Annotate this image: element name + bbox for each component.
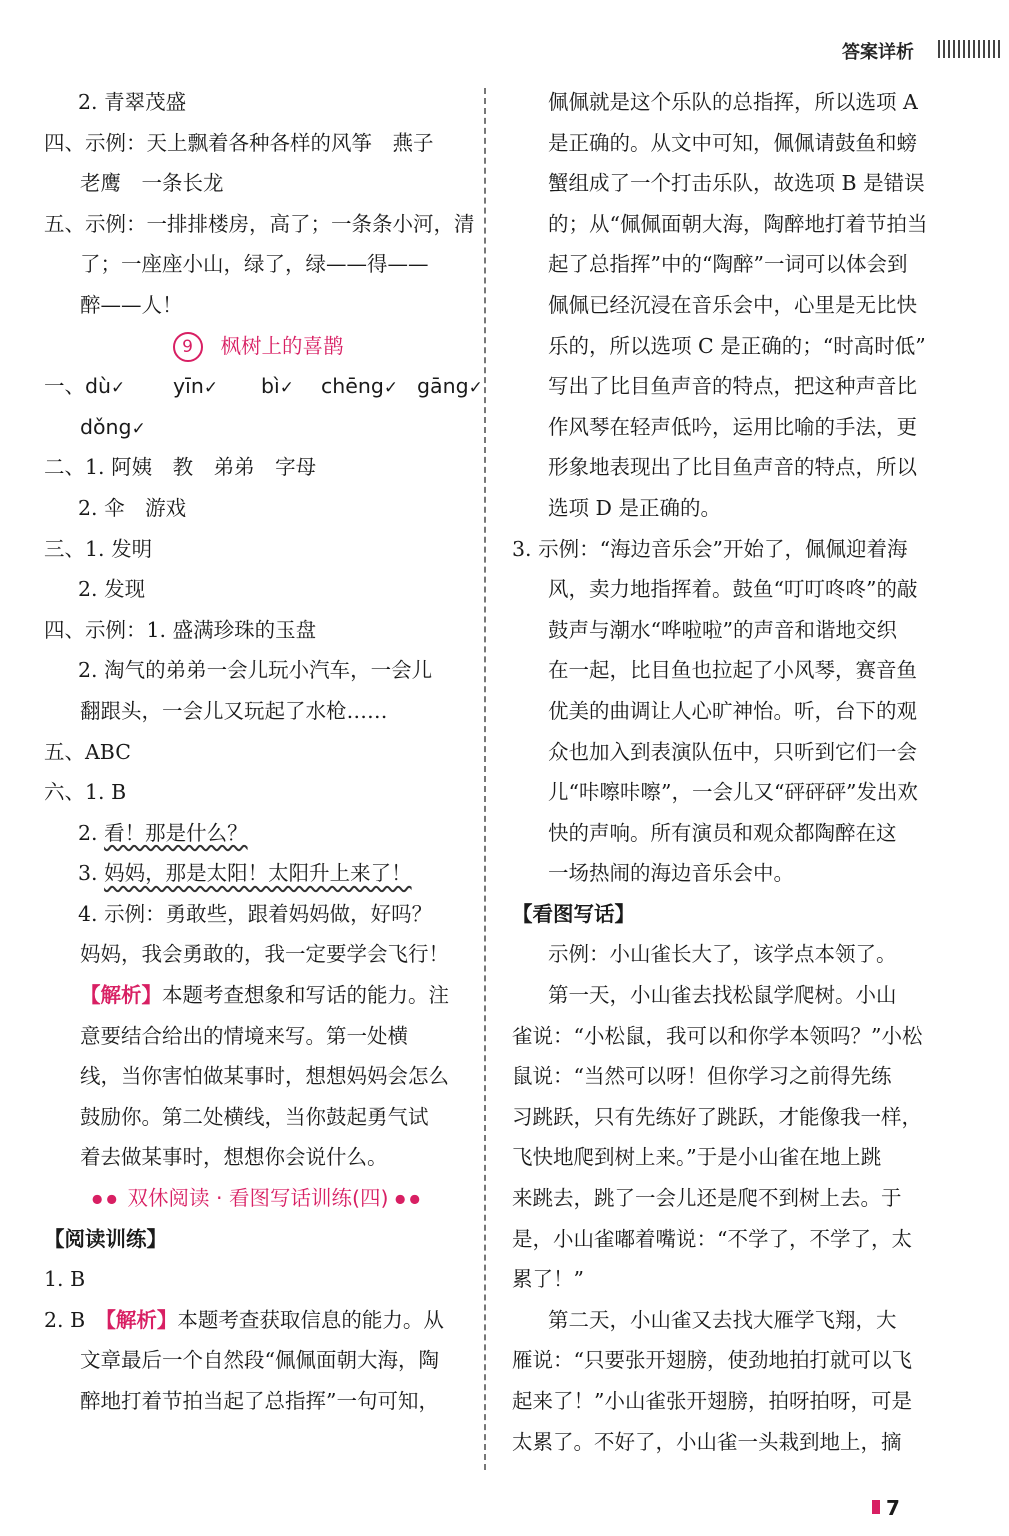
section-heading: 【阅读训练】 — [44, 1226, 167, 1251]
page-marker-decoration — [872, 1500, 880, 1514]
header-barcode-decoration — [938, 40, 1000, 58]
essay-line: 第二天，小山雀又去找大雁学飞翔，大 — [548, 1307, 897, 1332]
analysis-line: 蟹组成了一个打击乐队，故选项 B 是错误 — [548, 171, 925, 196]
answer-line: 风，卖力地指挥着。鼓鱼“叮叮咚咚”的敲 — [548, 577, 918, 602]
section-banner — [44, 1178, 472, 1219]
analysis-line: 乐的，所以选项 C 是正确的；“时高时低” — [548, 333, 926, 358]
answer-line: 2. 伞 游戏 — [78, 495, 187, 520]
answer-line: 五、示例：一排排楼房，高了；一条条小河，清 — [44, 211, 475, 236]
essay-line: 雀说：“小松鼠，我可以和你学本领吗？”小松 — [512, 1023, 923, 1048]
section-banner-title: 双休阅读 · 看图写话训练(四) — [127, 1186, 389, 1211]
essay-line: 是，小山雀嘟着嘴说：“不学了，不学了，太 — [512, 1226, 912, 1251]
pinyin-answer: chēng✓ — [321, 374, 399, 399]
analysis-line: 佩佩就是这个乐队的总指挥，所以选项 A — [548, 90, 918, 114]
analysis-line: 作风琴在轻声低吟，运用比喻的手法，更 — [548, 414, 917, 439]
answer-line: 2. 看！那是什么？ — [78, 820, 248, 845]
essay-line: 雁说：“只要张开翅膀，使劲地拍打就可以飞 — [512, 1348, 912, 1373]
header-tag: 答案详析 — [842, 42, 914, 63]
essay-line: 示例：小山雀长大了，该学点本领了。 — [548, 942, 897, 967]
analysis-line: 是正确的。从文中可知，佩佩请鼓鱼和螃 — [548, 130, 917, 155]
analysis-line: 着去做某事时，想想你会说什么。 — [80, 1145, 388, 1170]
answer-line: 二、1. 阿姨 教 弟弟 字母 — [44, 455, 317, 480]
essay-line: 鼠说：“当然可以呀！但你学习之前得先练 — [512, 1064, 892, 1089]
answer-line: 1. B — [44, 1267, 86, 1292]
analysis-line: 线，当你害怕做某事时，想想妈妈会怎么 — [80, 1064, 449, 1089]
check-mark-icon: ✓ — [279, 378, 294, 399]
answer-line: 了；一座座小山，绿了，绿——得—— — [80, 252, 429, 277]
answer-line: 儿“咔嚓咔嚓”，一会儿又“砰砰砰”发出欢 — [548, 780, 918, 805]
check-mark-icon: ✓ — [131, 418, 146, 439]
essay-line: 累了！” — [512, 1267, 584, 1292]
essay-line: 习跳跃，只有先练好了跳跃，才能像我一样， — [512, 1104, 922, 1129]
pinyin-row — [44, 407, 472, 448]
pinyin-answer: yīn✓ — [173, 374, 219, 399]
essay-line: 太累了。不好了，小山雀一头栽到地上，摘 — [512, 1429, 902, 1454]
banner-dots-decoration: ●● — [395, 1191, 424, 1206]
answer-line: 四、示例：天上飘着各种各样的风筝 燕子 — [44, 130, 434, 155]
answer-line: 3. 示例：“海边音乐会”开始了，佩佩迎着海 — [512, 536, 908, 561]
check-mark-icon: ✓ — [111, 378, 126, 399]
question-prefix: 一、 — [44, 374, 85, 399]
pinyin-answer: bì✓ — [261, 374, 294, 399]
essay-line: 起来了！”小山雀张开翅膀，拍呀拍呀，可是 — [512, 1389, 912, 1413]
answer-line: 2. B 【解析】本题考查获取信息的能力。从 — [44, 1307, 444, 1332]
column-divider — [484, 88, 486, 1470]
answer-line: 在一起，比目鱼也拉起了小风琴，赛音鱼 — [548, 658, 917, 683]
answer-line: 六、1. B — [44, 780, 127, 805]
analysis-line: 醉地打着节拍当起了总指挥”一句可知， — [80, 1389, 439, 1413]
answer-line: 四、示例：1. 盛满珍珠的玉盘 — [44, 617, 317, 642]
page-number: 7 — [886, 1496, 900, 1520]
analysis-line: 意要结合给出的情境来写。第一处横 — [80, 1023, 408, 1048]
analysis-line: 文章最后一个自然段“佩佩面朝大海，陶 — [80, 1348, 439, 1373]
section-heading: 【看图写话】 — [512, 901, 635, 926]
analysis-line: 形象地表现出了比目鱼声音的特点，所以 — [548, 455, 917, 480]
answer-line: 2. 青翠茂盛 — [78, 90, 187, 114]
wavy-underlined-answer: 看！那是什么？ — [104, 820, 248, 845]
answer-line: 优美的曲调让人心旷神怡。听，台下的观 — [548, 698, 917, 723]
answer-line: 醉——人！ — [80, 292, 183, 317]
analysis-line: 选项 D 是正确的。 — [548, 495, 721, 520]
check-mark-icon: ✓ — [203, 378, 219, 399]
right-column — [512, 82, 942, 1462]
answer-line: 五、ABC — [44, 739, 131, 764]
analysis-tag: 【解析】 — [105, 1307, 178, 1332]
answer-line: 4. 示例：勇敢些，跟着妈妈做，好吗？ — [78, 901, 433, 926]
left-column — [44, 82, 483, 1422]
analysis-line: 起了总指挥”中的“陶醉”一词可以体会到 — [548, 252, 908, 277]
analysis-line: 写出了比目鱼声音的特点，把这种声音比 — [548, 374, 917, 399]
answer-line: 翻跟头，一会儿又玩起了水枪…… — [80, 698, 388, 723]
analysis-line: 【解析】本题考查想象和写话的能力。注 — [80, 983, 449, 1008]
lesson-heading — [44, 326, 472, 367]
analysis-line: 的；从“佩佩面朝大海，陶醉地打着节拍当 — [548, 211, 928, 236]
check-mark-icon: ✓ — [468, 378, 483, 399]
lesson-number-badge: 9 — [173, 332, 203, 362]
pinyin-row — [44, 366, 483, 407]
answer-line: 2. 发现 — [78, 577, 146, 602]
analysis-line: 鼓励你。第二处横线，当你鼓起勇气试 — [80, 1104, 429, 1129]
pinyin-answer: dù✓ — [85, 374, 126, 399]
pinyin-answer: dǒng✓ — [80, 414, 146, 439]
essay-line: 第一天，小山雀去找松鼠学爬树。小山 — [548, 983, 897, 1008]
lesson-title: 枫树上的喜鹊 — [220, 333, 344, 358]
answer-line: 三、1. 发明 — [44, 536, 153, 561]
answer-line: 众也加入到表演队伍中，只听到它们一会 — [548, 739, 917, 764]
answer-line: 一场热闹的海边音乐会中。 — [548, 861, 794, 886]
analysis-tag: 【解析】 — [80, 983, 162, 1008]
essay-line: 飞快地爬到树上来。”于是小山雀在地上跳 — [512, 1145, 882, 1170]
answer-line: 老鹰 一条长龙 — [80, 171, 224, 196]
answer-line: 妈妈，我会勇敢的，我一定要学会飞行！ — [80, 942, 449, 967]
check-mark-icon: ✓ — [383, 378, 399, 399]
answer-line: 3. 妈妈，那是太阳！太阳升上来了！ — [78, 861, 412, 886]
essay-line: 来跳去，跳了一会儿还是爬不到树上去。于 — [512, 1186, 902, 1211]
wavy-underlined-answer: 妈妈，那是太阳！太阳升上来了！ — [104, 861, 412, 886]
banner-dots-decoration: ●● — [91, 1191, 121, 1206]
answer-line: 鼓声与潮水“哗啦啦”的声音和谐地交织 — [548, 617, 897, 642]
answer-line: 快的声响。所有演员和观众都陶醉在这 — [548, 820, 897, 845]
analysis-line: 佩佩已经沉浸在音乐会中，心里是无比快 — [548, 292, 917, 317]
pinyin-answer: gāng✓ — [417, 374, 483, 399]
answer-line: 2. 淘气的弟弟一会儿玩小汽车，一会儿 — [78, 658, 433, 683]
